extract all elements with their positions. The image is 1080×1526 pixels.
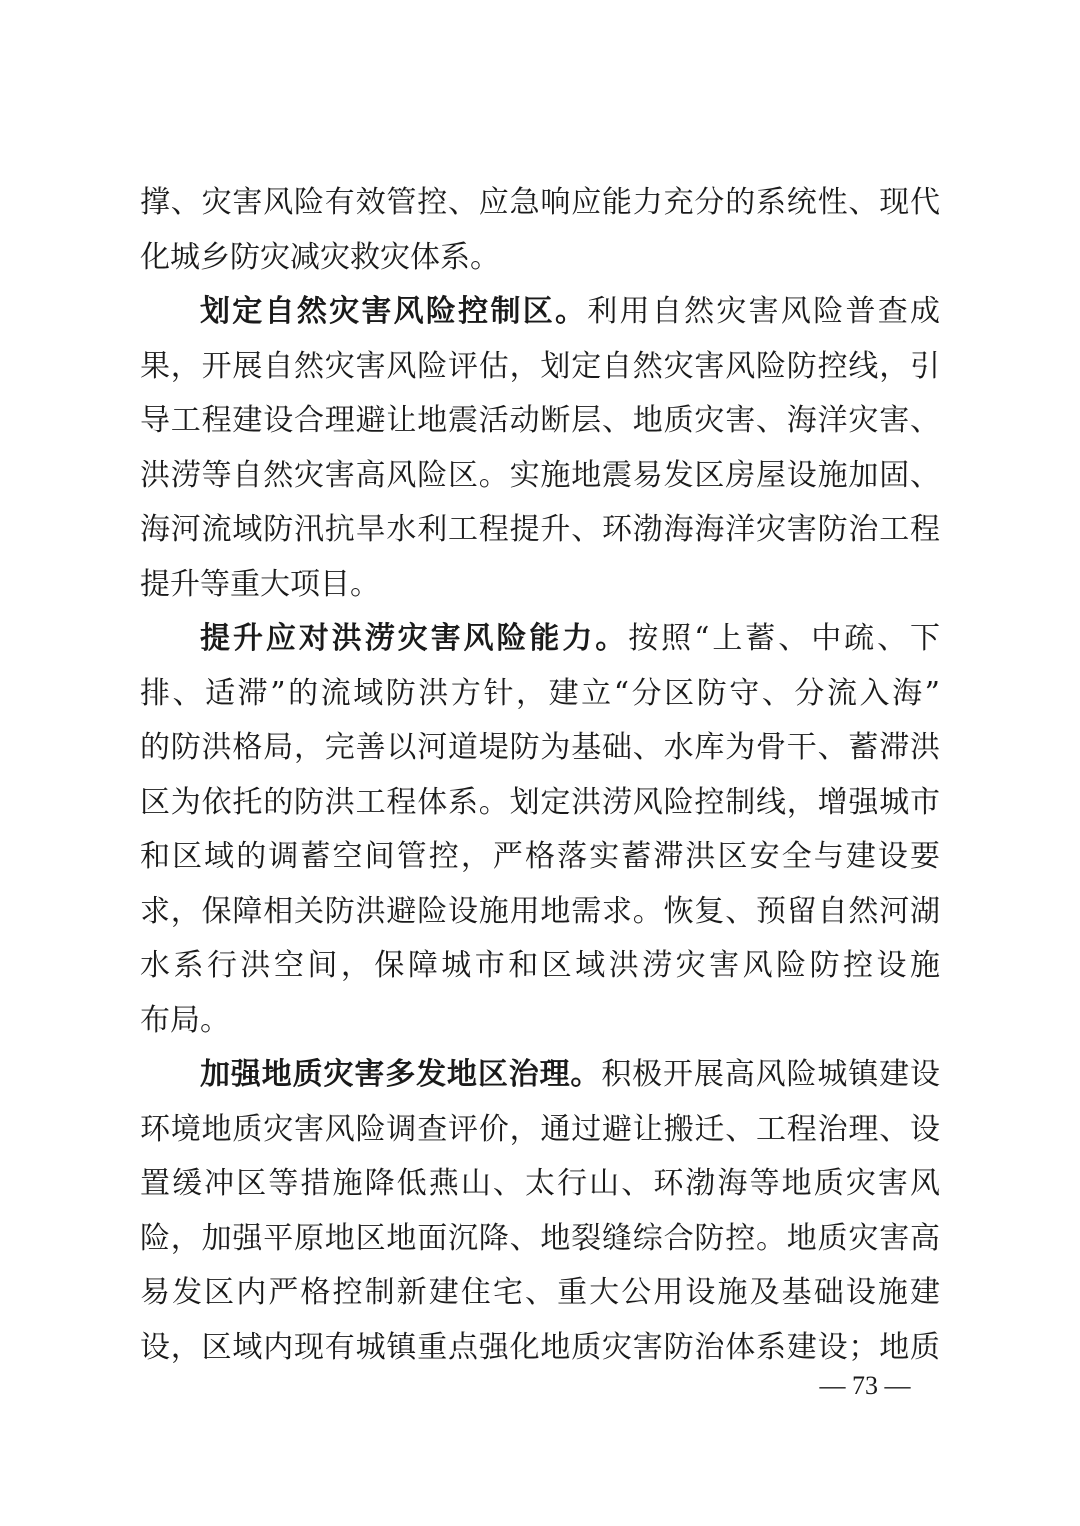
text-line: 设，区域内现有城镇重点强化地质灾害防治体系建设；地质 xyxy=(140,1329,940,1365)
text-run: 按照“上蓄、中疏、下 xyxy=(628,621,941,656)
text-line: 水系行洪空间，保障城市和区域洪涝灾害风险防控设施 xyxy=(140,948,940,983)
text-line: 洪涝等自然灾害高风险区。实施地震易发区房屋设施加固、 xyxy=(140,457,940,493)
text-line: 撑、灾害风险有效管控、应急响应能力充分的系统性、现代 xyxy=(140,185,940,220)
section-heading: 划定自然灾害风险控制区。 xyxy=(200,294,588,329)
text-line: 环境地质灾害风险调查评价，通过避让搬迁、工程治理、设 xyxy=(140,1111,940,1147)
paragraph-first-line xyxy=(140,285,940,340)
body-text xyxy=(140,176,940,1375)
text-line: 排、适滞”的流域防洪方针，建立“分区防守、分流入海” xyxy=(140,675,940,711)
text-run: 利用自然灾害风险普查成 xyxy=(587,294,941,329)
text-line: 易发区内严格控制新建住宅、重大公用设施及基础设施建 xyxy=(140,1275,940,1310)
text-line: 区为依托的防洪工程体系。划定洪涝风险控制线，增强城市 xyxy=(140,784,940,820)
text-line: 提升等重大项目。 xyxy=(140,566,380,602)
paragraph-first-line xyxy=(140,1048,940,1103)
text-line: 险，加强平原地区地面沉降、地裂缝综合防控。地质灾害高 xyxy=(140,1220,940,1256)
page-number: — 73 — xyxy=(819,1371,911,1400)
section-heading: 提升应对洪涝灾害风险能力。 xyxy=(200,621,629,656)
text-line: 置缓冲区等措施降低燕山、太行山、环渤海等地质灾害风 xyxy=(140,1166,940,1201)
text-line: 和区域的调蓄空间管控，严格落实蓄滞洪区安全与建设要 xyxy=(140,839,940,874)
text-line: 化城乡防灾减灾救灾体系。 xyxy=(140,239,500,275)
paragraph-first-line xyxy=(140,612,940,667)
text-line: 海河流域防汛抗旱水利工程提升、环渤海海洋灾害防治工程 xyxy=(140,512,940,547)
text-line: 布局。 xyxy=(140,1002,230,1038)
text-line: 导工程建设合理避让地震活动断层、地质灾害、海洋灾害、 xyxy=(140,403,940,438)
text-line: 果，开展自然灾害风险评估，划定自然灾害风险防控线，引 xyxy=(140,348,940,384)
text-line: 求，保障相关防洪避险设施用地需求。恢复、预留自然河湖 xyxy=(140,893,940,929)
text-run: 积极开展高风险城镇建设 xyxy=(601,1057,941,1092)
text-line: 的防洪格局，完善以河道堤防为基础、水库为骨干、蓄滞洪 xyxy=(140,730,940,765)
section-heading: 加强地质灾害多发地区治理。 xyxy=(200,1057,602,1092)
